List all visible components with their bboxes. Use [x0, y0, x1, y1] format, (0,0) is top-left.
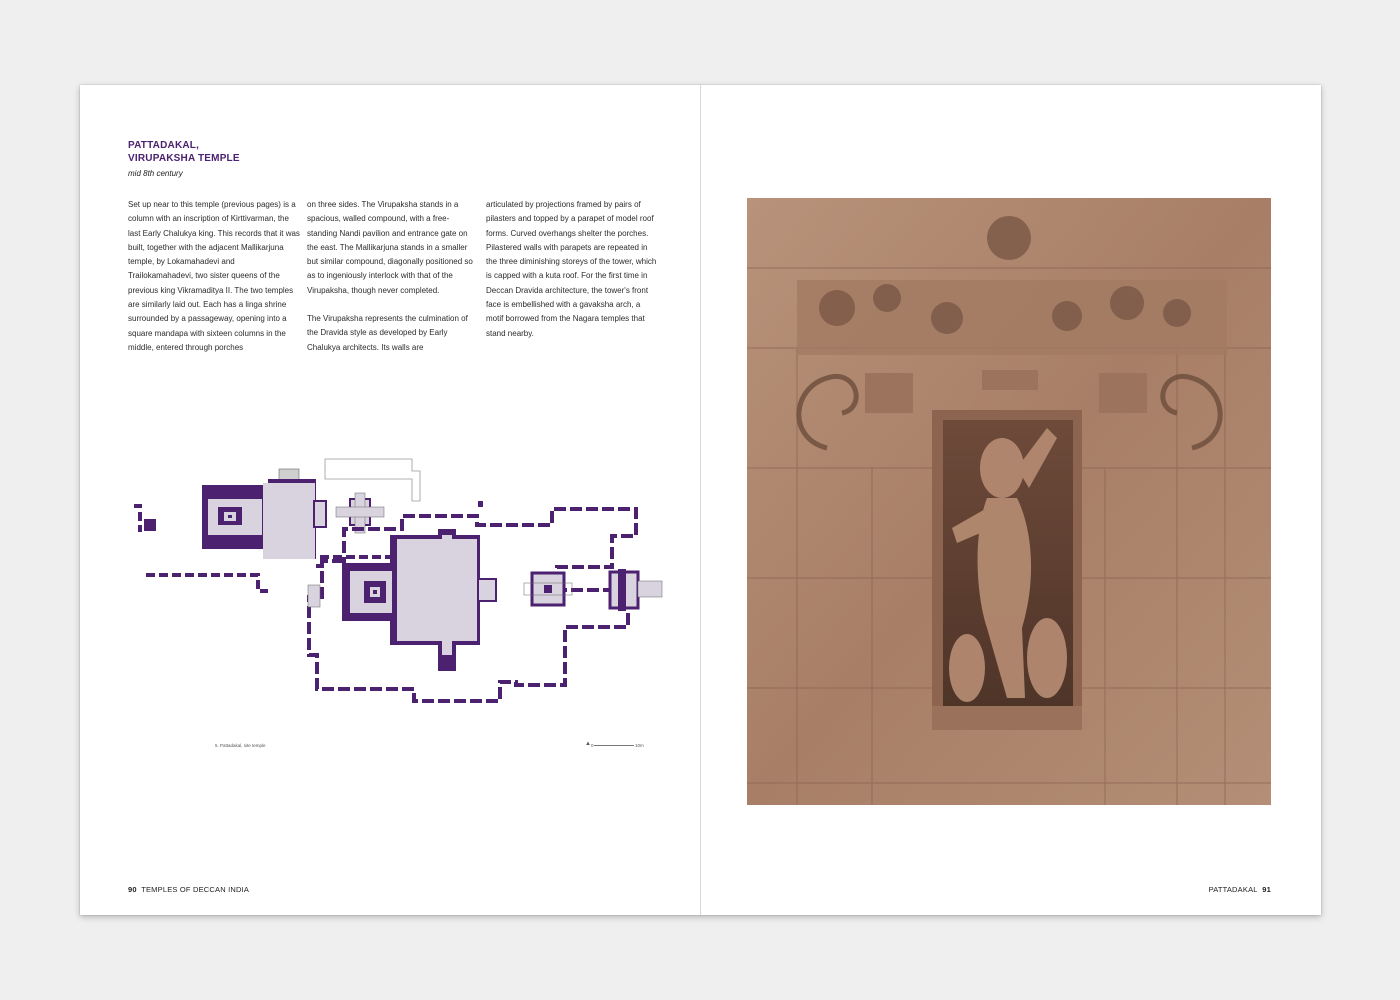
text-column-1 — [128, 198, 300, 355]
virupaksha-nandi-pavilion — [524, 573, 572, 605]
plan-fragment-c — [478, 501, 483, 507]
mallikarjuna-temple — [202, 469, 326, 559]
book-spread — [80, 85, 1321, 915]
page-subtitle: mid 8th century — [128, 169, 183, 178]
folio-right-title: PATTADAKAL — [1208, 885, 1258, 894]
plan-outline-faint — [325, 459, 420, 501]
relief-photo-illustration — [747, 198, 1271, 805]
plan-fragment-a — [134, 504, 142, 508]
text-column-3 — [486, 198, 658, 341]
virupaksha-east-gate — [610, 569, 662, 611]
scale-zero-label: 0 — [591, 743, 594, 748]
temple-floor-plan — [132, 455, 672, 717]
folio-left-number: 90 — [128, 885, 137, 894]
plan-scale-bar — [585, 739, 645, 749]
folio-left — [128, 885, 249, 894]
virupaksha-temple — [342, 529, 496, 671]
scale-line — [594, 745, 634, 746]
temple-relief-photo — [747, 198, 1271, 805]
north-arrow-icon: ▲ — [585, 741, 591, 747]
title-line-2: VIRUPAKSHA TEMPLE — [128, 153, 240, 164]
column-3-paragraph: articulated by projections framed by pairs of pilasters and topped by a parapet of model roof forms. Curved overhangs shelter the porches. Pilastered walls with parapets are repeated in the three diminishing storeys of the tower, which is capped with a kuta roof. For the first time in Deccan Dravida architecture, the tower's front face is embellished with a gavaksha arch, a motif borrowed from the Nagara temples that stand nearby. — [486, 200, 657, 338]
folio-right — [1209, 885, 1271, 894]
column-2-paragraph-1: on three sides. The Virupaksha stands in a spacious, walled compound, with a free-standing Nandi pavilion and entrance gate on the east. The Mallikarjuna stands in a smaller but similar compound, diagonally positioned so as to ingeniously interlock with that of the Virupaksha, though never completed. — [307, 200, 473, 295]
virupaksha-west-gate — [308, 585, 320, 607]
title-line-1: PATTADAKAL, — [128, 140, 200, 151]
folio-right-number: 91 — [1262, 885, 1271, 894]
plan-fragment-b — [144, 519, 156, 531]
column-2-paragraph-2: The Virupaksha represents the culmination of the Dravida style as developed by Early Chalukya architects. Its walls are — [307, 314, 468, 352]
page-title — [128, 139, 240, 165]
folio-left-title: TEMPLES OF DECCAN INDIA — [141, 885, 250, 894]
plan-caption: 5. Pattadakal, site temple — [215, 743, 266, 748]
page-gutter — [700, 85, 701, 915]
text-column-2 — [307, 198, 479, 355]
column-1-paragraph: Set up near to this temple (previous pages) is a column with an inscription of Kirttivarman, the last Early Chalukya king. This records that it was built, together with the adjacent Mallikarjuna temple, by Lokamahadevi and Trailokamahadevi, two sister queens of the previous king Vikramaditya II. The two temples are similarly laid out. Each has a linga shrine surrounded by a passageway, opening into a square mandapa with sixteen columns in the middle, entered through porches — [128, 200, 300, 352]
scale-end-label: 10m — [635, 743, 644, 748]
